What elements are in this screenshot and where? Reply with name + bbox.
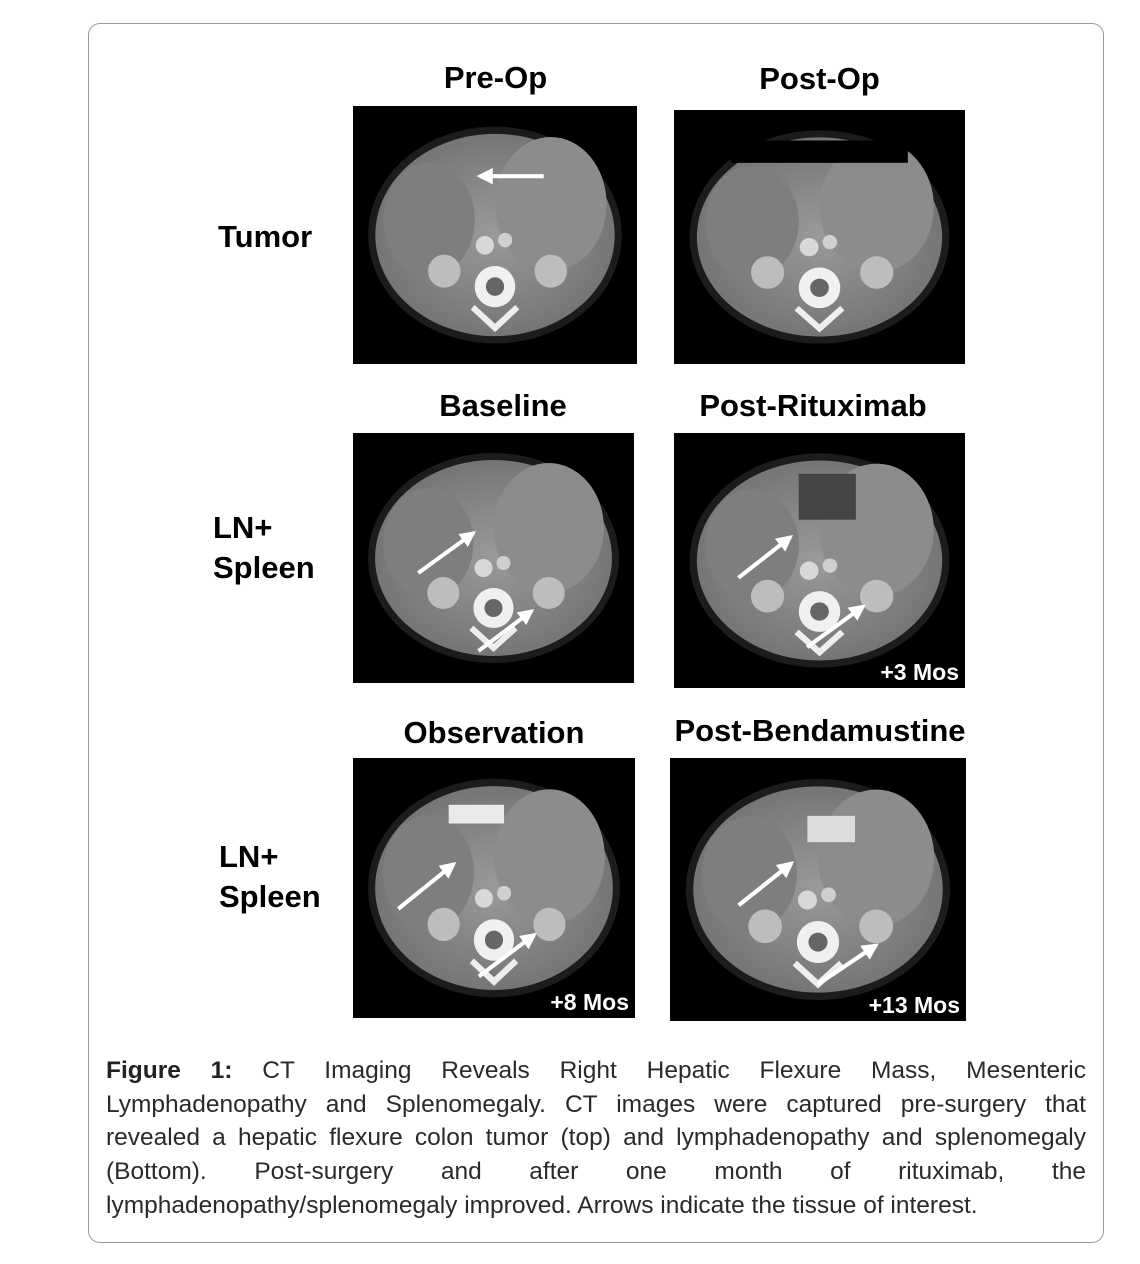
time-stamp-3-mos: +3 Mos (880, 659, 959, 685)
column-title-observation: Observation (403, 715, 585, 750)
row-label-ln-1: LN+ (213, 510, 273, 545)
caption-label: Figure 1: (106, 1057, 233, 1084)
row-label-spleen-2: Spleen (219, 879, 321, 914)
row-label-spleen-1: Spleen (213, 550, 315, 585)
caption-text: CT Imaging Reveals Right Hepatic Flexure Mass, Mesenteric Lymphadenopathy and Splenomegaly. CT images were captured pre-surgery that revealed a hepatic flexure colon tumor (top) and lymphadenopathy and splenomegaly (Bottom). Post-surgery and after one month of rituximab, the lymphadenopathy/splenomegaly improved. Arrows indicate the tissue of interest. (106, 1057, 1086, 1219)
ct-image-post-bendamustine (670, 758, 966, 1021)
time-stamp-8-mos: +8 Mos (550, 989, 629, 1015)
ct-image-baseline (353, 433, 634, 683)
row-label-ln-2: LN+ (219, 839, 279, 874)
ct-image-pre-op (353, 106, 637, 364)
ct-image-post-op (674, 110, 965, 364)
column-title-pre-op: Pre-Op (443, 60, 548, 95)
column-title-post-bendamustine: Post-Bendamustine (674, 713, 966, 748)
column-title-post-op: Post-Op (759, 61, 880, 96)
column-title-baseline: Baseline (439, 388, 567, 423)
time-stamp-13-mos: +13 Mos (868, 992, 960, 1018)
column-title-post-rituximab: Post-Rituximab (699, 388, 927, 423)
ct-image-observation (353, 758, 635, 1018)
figure-caption (106, 1054, 1086, 1223)
row-label-tumor: Tumor (218, 219, 313, 254)
ct-image-post-rituximab (674, 433, 965, 688)
